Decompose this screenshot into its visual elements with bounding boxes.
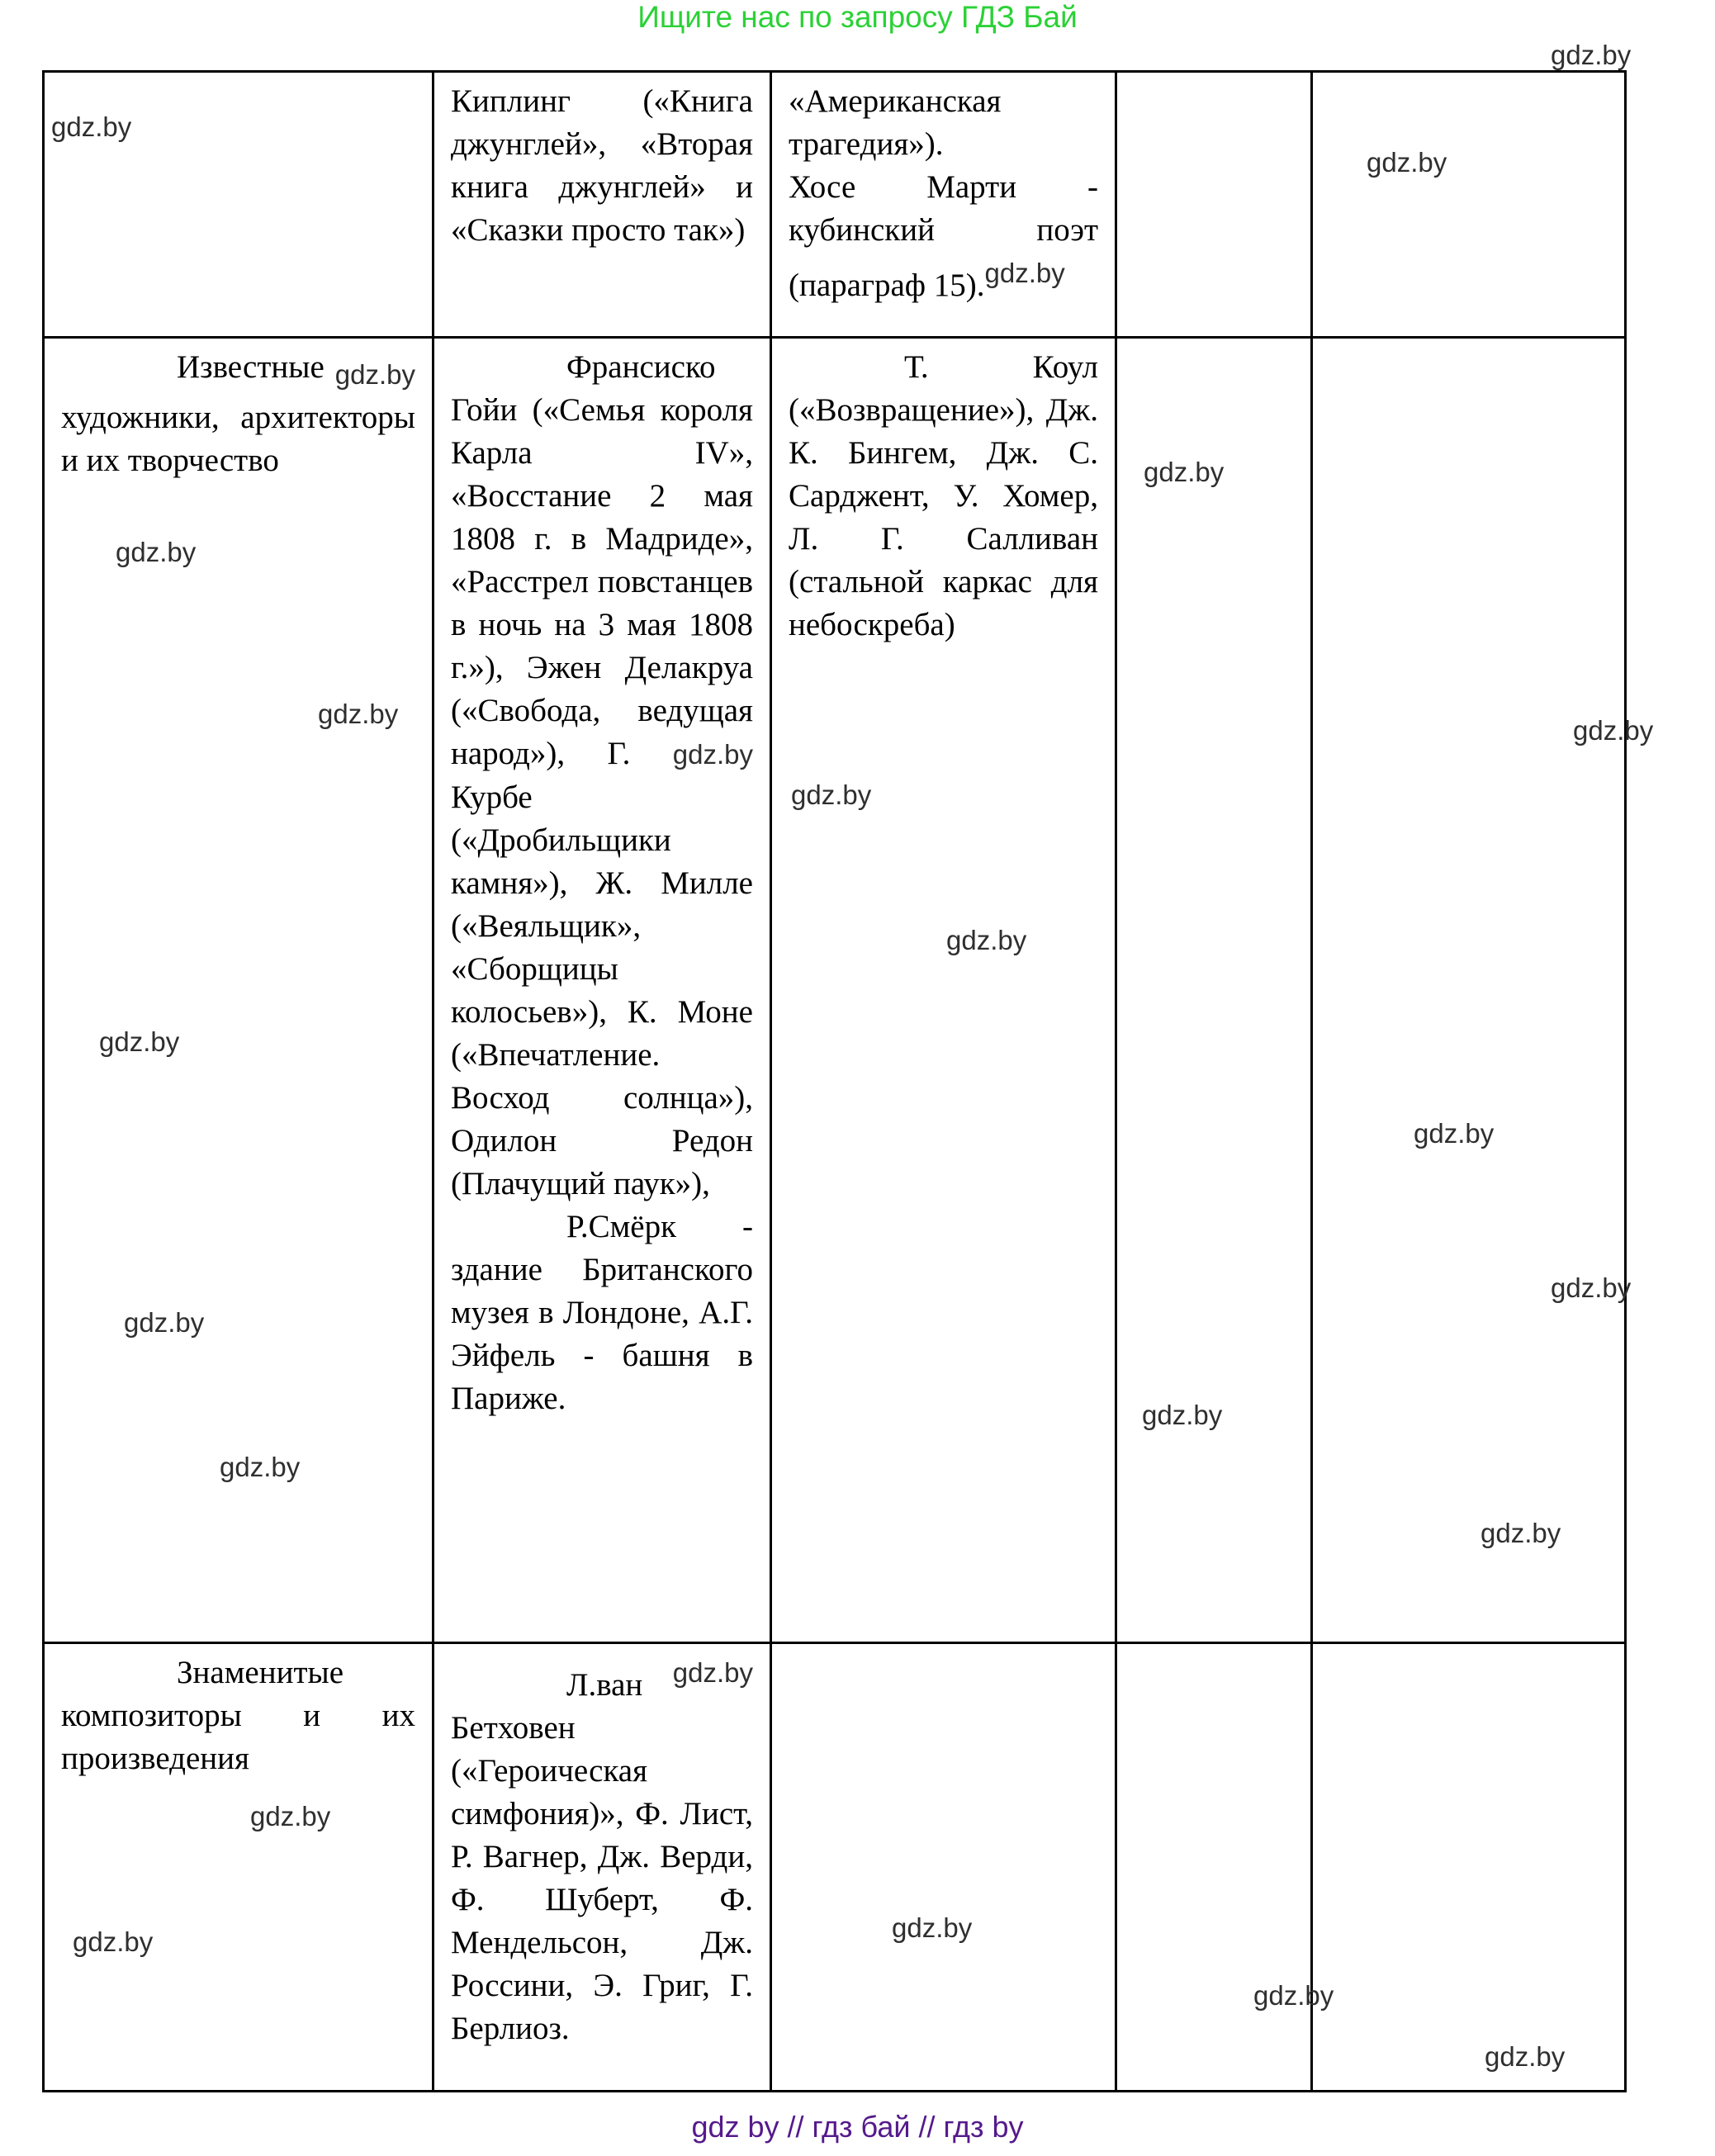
cell-r1-c2-writers <box>434 73 772 339</box>
cell-r2-c5-empty <box>1313 339 1624 1644</box>
gdz-watermark: gdz.by <box>1142 1400 1223 1430</box>
answers-table <box>42 70 1627 2092</box>
gdz-watermark: gdz.by <box>318 699 399 729</box>
promo-banner-top: Ищите нас по запросу ГДЗ Бай <box>637 0 1078 34</box>
cell-r3-c3-empty <box>772 1644 1117 2090</box>
composers-paragraph: Л.ван $^{gdz.by}$ Бетховен («Героическая симфония)», Ф. Лист, Р. Вагнер, Дж. Верди, Ф. Шуберт, Ф. Мендельсон, Дж. Россини, Э. Григ, Г. Берлиоз. <box>451 1657 753 2046</box>
american-tragedy-paragraph: «Американская трагедия»). <box>789 83 1002 162</box>
gdz-watermark: gdz.by <box>1480 1518 1561 1548</box>
gdz-watermark: gdz.by <box>73 1926 154 1957</box>
gdz-watermark: gdz.by <box>124 1307 205 1338</box>
gdz-watermark: gdz.by <box>1144 457 1225 487</box>
american-artists-paragraph: Т. Коул («Возвращение»), Дж. К. Бингем, Дж. С. Сарджент, У. Хомер, Л. Г. Салливан (стальной каркас для небоскреба) <box>789 349 1098 642</box>
gdz-watermark: gdz.by <box>892 1912 973 1943</box>
gdz-watermark: gdz.by <box>51 111 132 142</box>
cell-r2-c4-empty <box>1117 339 1313 1644</box>
gdz-watermark: gdz.by <box>672 739 753 770</box>
gdz-watermark: gdz.by <box>672 1657 753 1688</box>
composers-heading: Знаменитые композиторы и их произведения <box>61 1655 415 1776</box>
gdz-watermark: gdz.by <box>1414 1118 1495 1149</box>
jose-marti-paragraph: Хосе Марти - кубинский поэт (параграф 15).$^{gdz.by}$ <box>789 169 1098 303</box>
gdz-watermark: gdz.by <box>1551 1272 1632 1303</box>
gdz-watermark: gdz.by <box>1485 2041 1566 2072</box>
promo-banner-bottom: gdz by // гдз бай // гдз by <box>691 2110 1024 2144</box>
gdz-watermark: gdz.by <box>1367 147 1447 178</box>
gdz-watermark: gdz.by <box>791 779 872 810</box>
gdz-watermark: gdz.by <box>99 1026 180 1057</box>
cell-r3-c2-composers-list <box>434 1644 772 2090</box>
architects-paragraph: Р.Смёрк - здание Британского музея в Лондоне, А.Г. Эйфель - башня в Париже. <box>451 1209 753 1416</box>
cell-r1-c3-writers-usa <box>772 73 1117 339</box>
gdz-watermark: gdz.by <box>1551 40 1632 70</box>
cell-r3-c5-empty <box>1313 1644 1624 2090</box>
gdz-watermark: gdz.by <box>984 258 1065 288</box>
cell-r2-c2-artists-list <box>434 339 772 1644</box>
cell-r1-c4-empty <box>1117 73 1313 339</box>
artists-paragraph: Франсиско Гойи («Семья короля Карла IV», «Восстание 2 мая 1808 г. в Мадриде», «Расстрел повстанцев в ночь на 3 мая 1808 г.»), Эжен Делакруа («Свобода, ведущая народ»), Г. gdz.by Курбе («Дробильщики камня»), Ж. Милле («Веяльщик», «Сборщицы колосьев»), К. Моне («Впечатление. Восход солнца»), Одилон Редон (Плачущий паук»), <box>451 349 753 1201</box>
gdz-watermark: gdz.by <box>1253 1980 1334 2011</box>
cell-r1-c5-empty <box>1313 73 1624 339</box>
writers-paragraph: Киплинг («Книга джунглей», «Вторая книга джунглей» и «Сказки просто так») <box>451 83 753 248</box>
gdz-watermark: gdz.by <box>1573 715 1654 746</box>
artists-heading: Известные $_{gdz.by}$ художники, архитекторы и их творчество <box>61 349 415 478</box>
gdz-watermark: gdz.by <box>116 537 197 567</box>
gdz-watermark: gdz.by <box>220 1452 301 1482</box>
gdz-watermark: gdz.by <box>946 925 1027 955</box>
cell-r3-c4-empty <box>1117 1644 1313 2090</box>
gdz-watermark: gdz.by <box>334 359 415 390</box>
cell-r2-c3-american-artists <box>772 339 1117 1644</box>
gdz-watermark: gdz.by <box>250 1801 331 1831</box>
cell-r3-c1-composers-heading <box>45 1644 434 2090</box>
cell-r2-c1-artists-heading <box>45 339 434 1644</box>
